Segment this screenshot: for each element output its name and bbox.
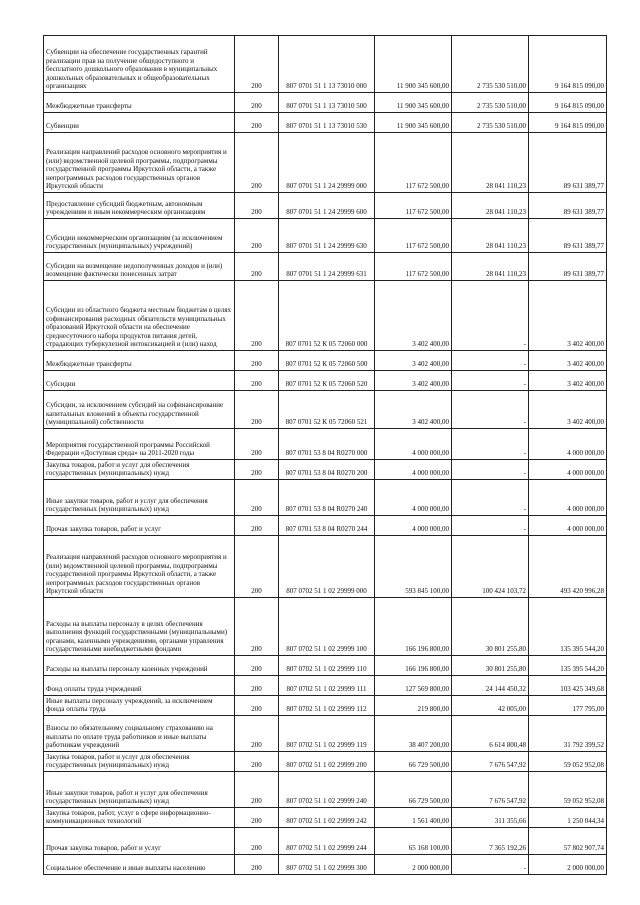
row-executed: - [452,429,529,460]
row-name: Расходы на выплаты персоналу в целях обеспечения выполнения функций государственными (муниципальными) органами, казенными учреждениями, органами управления государственными внебюджетными фондами [44,598,235,656]
table-row [44,480,607,516]
row-approved: 117 672 500,00 [375,133,452,193]
row-code: 200 [235,656,279,676]
row-approved: 11 900 345 600,00 [375,36,452,93]
table-body [44,36,607,875]
row-remaining: 135 395 544,20 [529,598,607,656]
row-remaining: 9 164 815 090,00 [529,93,607,113]
row-kbk: 807 0701 53 8 04 R0270 240 [279,480,375,516]
row-executed: 42 005,00 [452,696,529,716]
table-row [44,808,607,828]
table-row [44,716,607,752]
row-approved: 4 000 000,00 [375,516,452,536]
row-code: 200 [235,516,279,536]
table-row [44,598,607,656]
row-kbk: 807 0702 51 1 02 29999 200 [279,752,375,772]
row-remaining: 89 631 389,77 [529,193,607,219]
row-code: 200 [235,193,279,219]
row-kbk: 807 0701 53 8 04 R0270 244 [279,516,375,536]
row-kbk: 807 0701 53 8 04 R0270 200 [279,460,375,480]
row-executed: - [452,391,529,429]
row-approved: 117 672 500,00 [375,253,452,281]
row-kbk: 807 0702 51 1 02 29999 000 [279,536,375,598]
row-name: Социальное обеспечение и иные выплаты населению [44,855,235,875]
row-code: 200 [235,716,279,752]
row-approved: 3 402 400,00 [375,371,452,391]
row-kbk: 807 0701 53 8 04 R0270 000 [279,429,375,460]
row-kbk: 807 0702 51 1 02 29999 240 [279,772,375,808]
row-code: 200 [235,36,279,93]
row-code: 200 [235,696,279,716]
row-executed: 100 424 103,72 [452,536,529,598]
table-row [44,752,607,772]
row-executed: 7 365 192,26 [452,828,529,855]
row-name: Субсидии некоммерческим организациям (за исключением государственных (муниципальных) учреждений) [44,219,235,253]
row-approved: 3 402 400,00 [375,281,452,351]
table-row [44,113,607,133]
table-row [44,391,607,429]
row-approved: 66 729 500,00 [375,752,452,772]
row-code: 200 [235,855,279,875]
row-kbk: 807 0702 51 1 02 29999 244 [279,828,375,855]
row-remaining: 103 425 349,68 [529,676,607,696]
row-name: Расходы на выплаты персоналу казенных учреждений [44,656,235,676]
row-approved: 38 407 200,00 [375,716,452,752]
row-executed: 7 676 547,92 [452,752,529,772]
row-code: 200 [235,351,279,371]
row-name: Реализация направлений расходов основного мероприятия и (или) ведомственной целевой программы, подпрограммы государственной программы Иркутской области, а также непрограммных расходов государственных органов Иркутской области [44,133,235,193]
row-kbk: 807 0702 51 1 02 29999 300 [279,855,375,875]
row-name: Межбюджетные трансферты [44,351,235,371]
row-code: 200 [235,752,279,772]
row-kbk: 807 0702 51 1 02 29999 112 [279,696,375,716]
table-row [44,516,607,536]
row-code: 200 [235,133,279,193]
row-approved: 3 402 400,00 [375,391,452,429]
row-executed: - [452,281,529,351]
row-kbk: 807 0702 51 1 02 29999 111 [279,676,375,696]
row-remaining: 177 795,00 [529,696,607,716]
row-kbk: 807 0701 51 1 13 73010 530 [279,113,375,133]
row-kbk: 807 0702 51 1 02 29999 242 [279,808,375,828]
row-executed: 311 355,66 [452,808,529,828]
row-executed: - [452,480,529,516]
row-approved: 1 561 400,00 [375,808,452,828]
row-kbk: 807 0701 51 1 24 29999 600 [279,193,375,219]
table-row [44,93,607,113]
row-kbk: 807 0701 51 1 13 73010 000 [279,36,375,93]
row-code: 200 [235,536,279,598]
row-code: 200 [235,281,279,351]
row-executed: 7 676 547,92 [452,772,529,808]
budget-execution-table [43,35,607,875]
row-approved: 11 900 345 600,00 [375,113,452,133]
row-remaining: 135 395 544,20 [529,656,607,676]
table-row [44,429,607,460]
table-row [44,828,607,855]
row-kbk: 807 0701 51 1 24 29999 630 [279,219,375,253]
row-approved: 3 402 400,00 [375,351,452,371]
row-name: Прочая закупка товаров, работ и услуг [44,828,235,855]
row-executed: 2 735 530 510,00 [452,93,529,113]
row-name: Субсидии, за исключением субсидий на софинансирование капитальных вложений в объекты государственной (муниципальной) собственности [44,391,235,429]
row-remaining: 9 164 815 090,00 [529,36,607,93]
row-name: Субвенции на обеспечение государственных гарантий реализации прав на получение общедоступного и бесплатного дошкольного образования в муниципальных дошкольных образовательных и общеобразовательных организациях [44,36,235,93]
row-code: 200 [235,371,279,391]
row-name: Иные закупки товаров, работ и услуг для обеспечения государственных (муниципальных) нужд [44,480,235,516]
row-name: Прочая закупка товаров, работ и услуг [44,516,235,536]
row-remaining: 57 802 907,74 [529,828,607,855]
row-executed: 24 144 450,32 [452,676,529,696]
row-code: 200 [235,676,279,696]
table-row [44,371,607,391]
row-approved: 4 000 000,00 [375,480,452,516]
row-name: Субсидии на возмещение недополученных доходов и (или) возмещение фактически понесенных затрат [44,253,235,281]
row-remaining: 89 631 389,77 [529,219,607,253]
row-name: Субвенции [44,113,235,133]
row-approved: 219 800,00 [375,696,452,716]
row-code: 200 [235,429,279,460]
row-remaining: 493 420 996,28 [529,536,607,598]
row-remaining: 9 164 815 090,00 [529,113,607,133]
table-row [44,133,607,193]
row-code: 200 [235,828,279,855]
row-code: 200 [235,113,279,133]
row-code: 200 [235,391,279,429]
row-approved: 2 000 000,00 [375,855,452,875]
table-row [44,351,607,371]
row-remaining: 4 000 000,00 [529,480,607,516]
row-name: Реализация направлений расходов основного мероприятия и (или) ведомственной целевой программы, подпрограммы государственной программы Иркутской области, а также непрограммных расходов государственных органов Иркутской области [44,536,235,598]
row-name: Иные выплаты персоналу учреждений, за исключением фонда оплаты труда [44,696,235,716]
row-kbk: 807 0702 51 1 02 29999 119 [279,716,375,752]
row-name: Субсидии из областного бюджета местным бюджетам в целях софинансирования расходных обязательств муниципальных образований Иркутской области на обеспечение среднесуточного набора продуктов питания детей, страдающих туберкулезной интоксикацией и (или) наход [44,281,235,351]
row-kbk: 807 0702 51 1 02 29999 110 [279,656,375,676]
row-remaining: 1 250 044,34 [529,808,607,828]
table-row [44,536,607,598]
table-row [44,253,607,281]
row-approved: 11 900 345 600,00 [375,93,452,113]
row-code: 200 [235,253,279,281]
row-name: Межбюджетные трансферты [44,93,235,113]
row-executed: - [452,351,529,371]
row-code: 200 [235,93,279,113]
row-name: Закупка товаров, работ и услуг для обеспечения государственных (муниципальных) нужд [44,752,235,772]
row-name: Предоставление субсидий бюджетным, автономным учреждениям и иным некоммерческим организациям [44,193,235,219]
row-executed: - [452,516,529,536]
row-code: 200 [235,460,279,480]
row-code: 200 [235,772,279,808]
row-kbk: 807 0701 51 1 24 29999 631 [279,253,375,281]
row-executed: 2 735 530 510,00 [452,36,529,93]
row-executed: 30 801 255,80 [452,598,529,656]
table-row [44,772,607,808]
row-code: 200 [235,598,279,656]
row-remaining: 31 792 399,52 [529,716,607,752]
row-approved: 166 196 800,00 [375,656,452,676]
row-remaining: 3 402 400,00 [529,391,607,429]
row-kbk: 807 0701 52 К 05 72060 521 [279,391,375,429]
row-name: Субсидии [44,371,235,391]
table-row [44,676,607,696]
table-row [44,219,607,253]
table-row [44,460,607,480]
table-row [44,855,607,875]
row-code: 200 [235,480,279,516]
row-remaining: 3 402 400,00 [529,371,607,391]
row-approved: 4 000 000,00 [375,460,452,480]
row-name: Мероприятия государственной программы Российской Федерации «Доступная среда» на 2011-2020 годы [44,429,235,460]
row-code: 200 [235,219,279,253]
row-approved: 117 672 500,00 [375,219,452,253]
row-executed: 30 801 255,80 [452,656,529,676]
row-name: Иные закупки товаров, работ и услуг для обеспечения государственных (муниципальных) нужд [44,772,235,808]
row-approved: 166 196 800,00 [375,598,452,656]
row-approved: 117 672 500,00 [375,193,452,219]
row-executed: 28 041 110,23 [452,193,529,219]
row-remaining: 2 000 000,00 [529,855,607,875]
row-executed: - [452,371,529,391]
row-executed: 2 735 530 510,00 [452,113,529,133]
row-name: Закупка товаров, работ и услуг для обеспечения государственных (муниципальных) нужд [44,460,235,480]
table-row [44,281,607,351]
row-executed: - [452,460,529,480]
row-approved: 593 845 100,00 [375,536,452,598]
row-name: Закупка товаров, работ, услуг в сфере информационно-коммуникационных технологий [44,808,235,828]
row-kbk: 807 0701 51 1 13 73010 500 [279,93,375,113]
table-row [44,656,607,676]
table-row [44,36,607,93]
row-approved: 4 000 000,00 [375,429,452,460]
row-executed: 28 041 110,23 [452,133,529,193]
row-kbk: 807 0701 52 К 05 72060 000 [279,281,375,351]
row-executed: - [452,855,529,875]
row-kbk: 807 0701 51 1 24 29999 000 [279,133,375,193]
row-approved: 66 729 500,00 [375,772,452,808]
row-approved: 65 168 100,00 [375,828,452,855]
row-name: Взносы по обязательному социальному страхованию на выплаты по оплате труда работников и иные выплаты работникам учреждений [44,716,235,752]
row-remaining: 4 000 000,00 [529,429,607,460]
row-kbk: 807 0702 51 1 02 29999 100 [279,598,375,656]
row-remaining: 89 631 389,77 [529,133,607,193]
row-remaining: 4 000 000,00 [529,516,607,536]
row-kbk: 807 0701 52 К 05 72060 500 [279,351,375,371]
row-remaining: 3 402 400,00 [529,281,607,351]
row-executed: 6 614 800,48 [452,716,529,752]
row-name: Фонд оплаты труда учреждений [44,676,235,696]
row-approved: 127 569 800,00 [375,676,452,696]
row-kbk: 807 0701 52 К 05 72060 520 [279,371,375,391]
row-remaining: 4 000 000,00 [529,460,607,480]
row-remaining: 89 631 389,77 [529,253,607,281]
row-remaining: 59 052 952,08 [529,772,607,808]
table-row [44,193,607,219]
table-row [44,696,607,716]
row-executed: 28 041 110,23 [452,253,529,281]
row-remaining: 3 402 400,00 [529,351,607,371]
row-code: 200 [235,808,279,828]
row-executed: 28 041 110,23 [452,219,529,253]
row-remaining: 59 052 952,08 [529,752,607,772]
